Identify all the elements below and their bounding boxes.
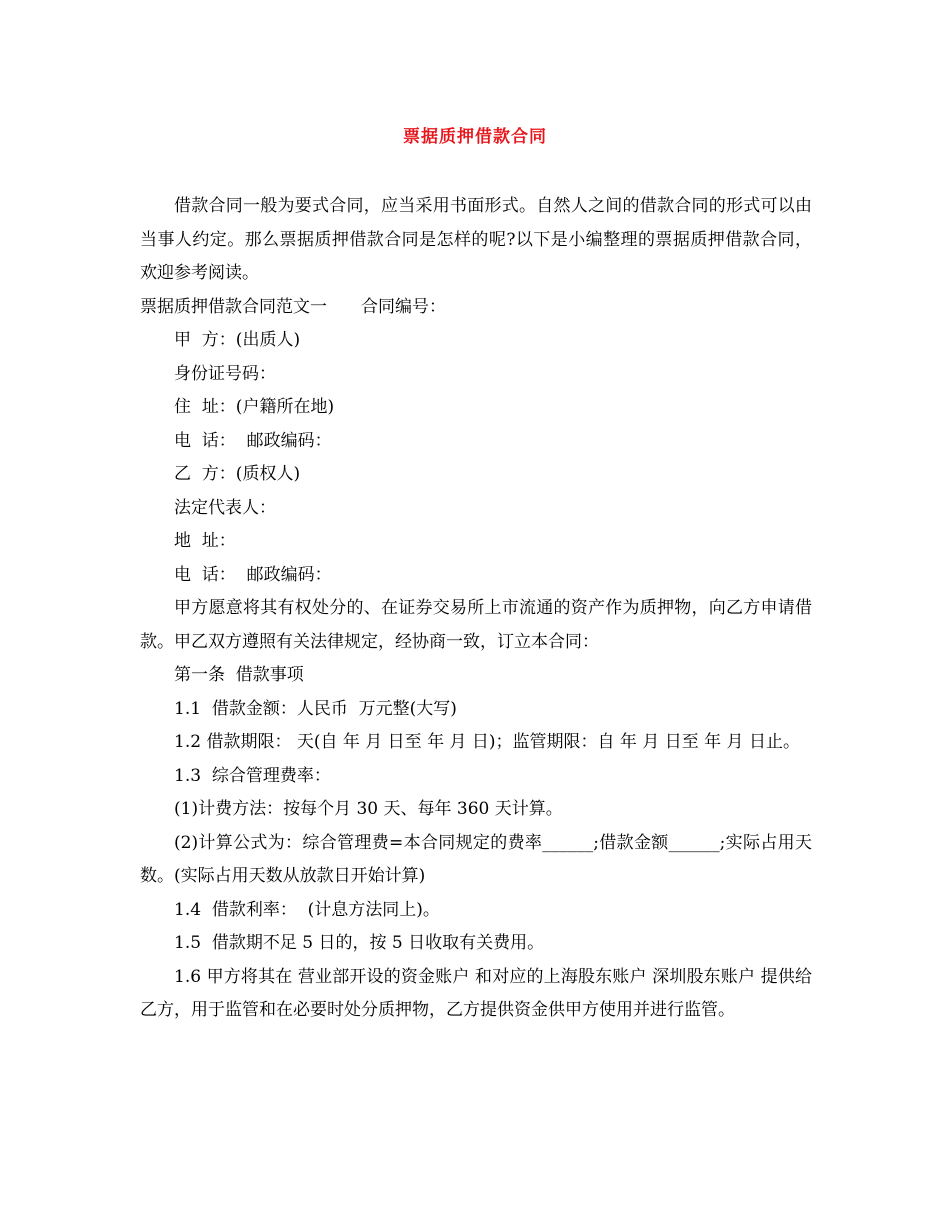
id-number-line: 身份证号码： [174,363,276,384]
item-1-5: 1.5 借款期不足 5 日的，按 5 日收取有关费用。 [174,933,545,953]
address-b-line: 地 址： [174,531,236,551]
intro-paragraph: 借款合同一般为要式合同，应当采用书面形式。自然人之间的借款合同的形式可以由当事人约定。那么票据质押借款合同是怎样的呢?以下是小编整理的票据质押借款合同，欢迎参考阅读。 [140,196,812,283]
item-1-6: 1.6 甲方将其在 营业部开设的资金账户 和对应的上海股东账户 深圳股东账户 提供给乙方，用于监管和在必要时处分质押物，乙方提供资金供甲方使用并进行监管。 [140,966,812,1020]
item-1-4: 1.4 借款利率： (计息方法同上)。 [174,899,440,920]
item-1-3-1: (1)计费方法：按每个月 30 天、每年 360 天计算。 [174,799,563,819]
address-a-line: 住 址：(户籍所在地) [174,397,335,417]
item-1-3: 1.3 综合管理费率： [174,765,331,786]
document-body [140,190,812,1028]
item-1-2: 1.2 借款期限： 天(自 年 月 日至 年 月 日)；监管期限：自 年 月 日至 年 月 日止。 [174,732,800,752]
item-1-1: 1.1 借款金额：人民币 万元整(大写) [174,698,457,719]
sample-heading: 票据质押借款合同范文一 合同编号： [140,296,446,317]
party-b-line: 乙 方：(质权人) [174,464,301,484]
phone-a-line: 电 话： 邮政编码： [174,430,332,451]
preamble-paragraph: 甲方愿意将其有权处分的、在证券交易所上市流通的资产作为质押物，向乙方申请借款。甲乙双方遵照有关法律规定，经协商一致，订立本合同： [140,598,812,652]
party-a-line: 甲 方：(出质人) [174,330,301,350]
article-1-heading: 第一条 借款事项 [174,665,304,685]
document-title: 票据质押借款合同 [403,127,547,147]
phone-b-line: 电 话： 邮政编码： [174,564,332,585]
legal-rep-line: 法定代表人： [174,497,276,518]
item-1-3-2: (2)计算公式为：综合管理费=本合同规定的费率______;借款金额______;实际占用天数。(实际占用天数从放款日开始计算) [140,832,812,886]
